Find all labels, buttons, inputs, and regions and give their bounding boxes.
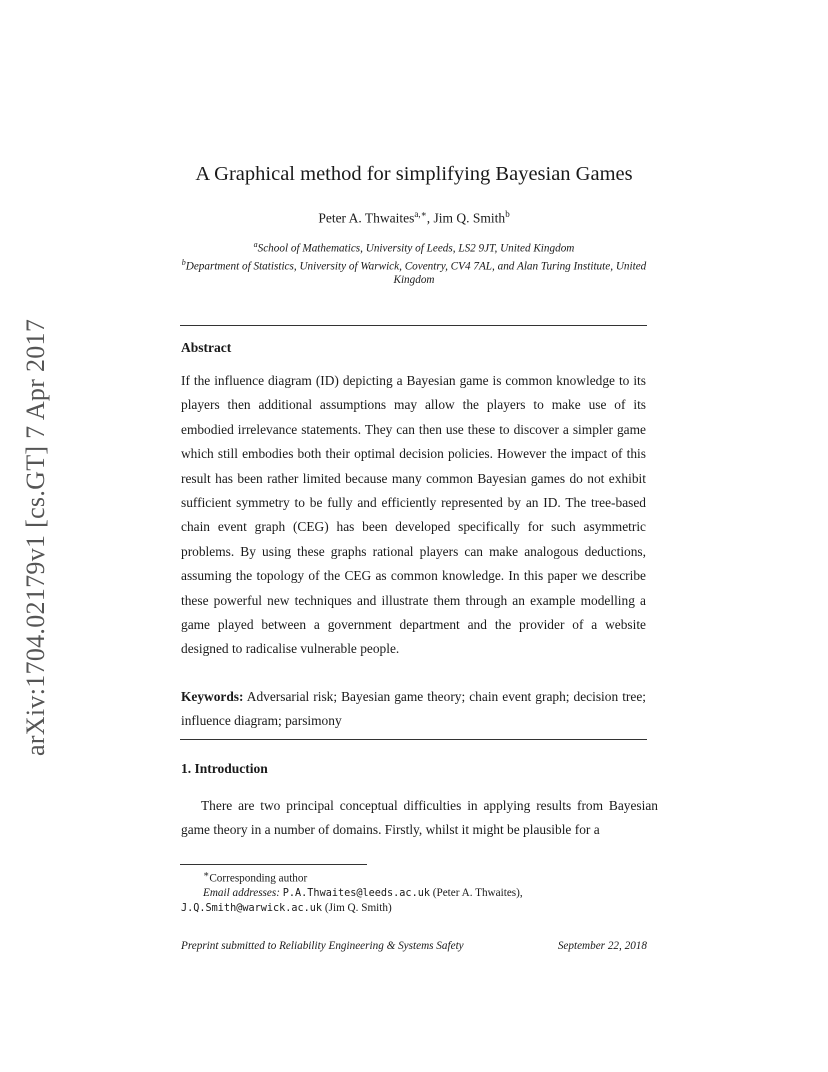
email-label: Email addresses: [203, 886, 280, 899]
keywords [181, 685, 646, 734]
email-link[interactable]: P.A.Thwaites@leeds.ac.uk [282, 887, 430, 899]
arxiv-identifier: arXiv:1704.02179v1 [cs.GT] 7 Apr 2017 [21, 318, 50, 756]
introduction-body [181, 794, 658, 843]
corresponding-author-note: Corresponding author [209, 872, 308, 885]
arxiv-sidebar [16, 288, 64, 756]
keywords-label: Keywords: [181, 689, 244, 704]
page-footer [181, 940, 647, 952]
affiliations [180, 238, 648, 287]
keywords-text: Adversarial risk; Bayesian game theory; chain event graph; decision tree; influence diagram; parsimony [181, 689, 646, 729]
abstract-top-rule [180, 325, 647, 326]
paragraph: There are two principal conceptual difficulties in applying results from Bayesian game theory in a number of domains. Firstly, whilst it might be plausible for a [181, 798, 658, 838]
author-name: Jim Q. Smith [433, 210, 506, 226]
author-superscript: a,∗ [414, 209, 427, 219]
email-link[interactable]: J.Q.Smith@warwick.ac.uk [181, 902, 323, 914]
abstract-bottom-rule [180, 739, 647, 740]
journal-note: Preprint submitted to Reliability Engineering & Systems Safety [181, 940, 464, 952]
footer-date: September 22, 2018 [557, 940, 647, 952]
author-list: Peter A. Thwaites$^{a,∗}$, Jim Q. Smith$^b$ [318, 209, 510, 226]
section-heading: 1. Introduction [181, 761, 268, 776]
paper-title: A Graphical method for simplifying Bayesian Games [195, 163, 633, 185]
abstract-heading: Abstract [181, 340, 232, 355]
author-superscript: b [505, 209, 510, 219]
affiliation-a: $^a$School of Mathematics, University of Leeds, LS2 9JT, United Kingdom [253, 240, 575, 255]
abstract-body: If the influence diagram (ID) depicting a Bayesian game is common knowledge to its players then additional assumptions may allow the players to make use of its embodied irrelevance statements. They can then use these to discover a simpler game which still embodies both their optimal decision policies. However the impact of this result has been rather limited because many common Bayesian games do not exhibit sufficient symmetry to be fully and efficiently represented by an ID. The tree-based chain event graph (CEG) has been developed specifically for such asymmetric problems. By using these graphs rational players can make analogous deductions, assuming the topology of the CEG as common knowledge. In this paper we describe these powerful new techniques and illustrate them through an example modelling a game played between a government department and the provider of a website designed to radicalise vulnerable people. [181, 373, 646, 657]
affiliation-b: $^b$Department of Statistics, University of Warwick, Coventry, CV4 7AL, and Alan Turing Institute, United Kingdom [181, 257, 647, 286]
footnote: ∗Corresponding author Email addresses: P.A.Thwaites@leeds.ac.uk (Peter A. Thwaites), J.Q.Smith@warwick.ac.uk (Jim Q. Smith) [181, 870, 523, 914]
footnote-rule [180, 864, 367, 865]
author-name: Peter A. Thwaites [318, 210, 415, 226]
